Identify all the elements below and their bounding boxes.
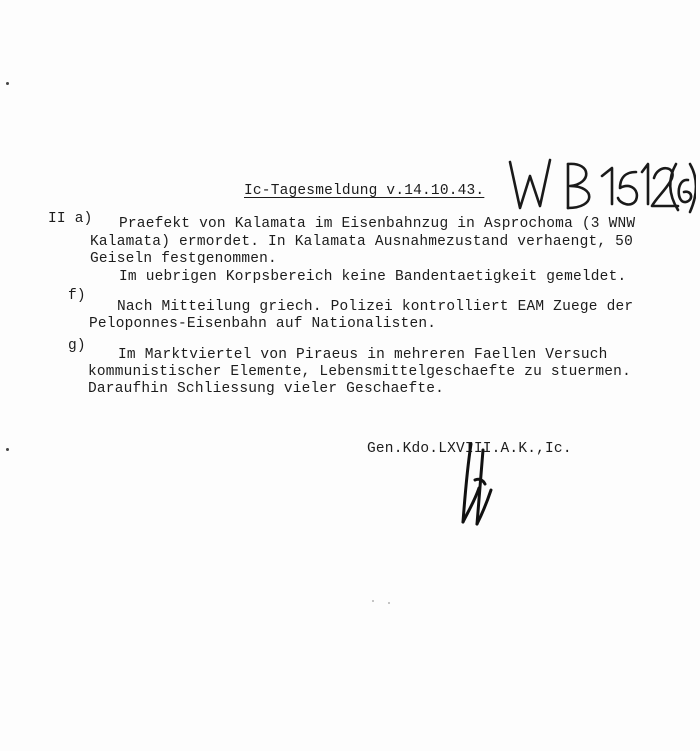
item-f-line-2: Peloponnes-Eisenbahn auf Nationalisten. xyxy=(89,316,437,332)
scan-speck xyxy=(6,448,9,451)
item-g-line-3: Daraufhin Schliessung vieler Geschaefte. xyxy=(88,381,445,397)
scan-speck xyxy=(372,600,374,602)
scan-speck xyxy=(6,82,9,85)
item-a-line-1: Praefekt von Kalamata im Eisenbahnzug in Asprochoma (3 WNW xyxy=(119,216,636,232)
item-f-line-1: Nach Mitteilung griech. Polizei kontrolliert EAM Zuege der xyxy=(117,299,634,315)
document-title: Ic-Tagesmeldung v.14.10.43. xyxy=(244,183,485,199)
item-f-marker: f) xyxy=(68,288,86,304)
item-a-line-3: Geiseln festgenommen. xyxy=(90,251,277,267)
item-g-marker: g) xyxy=(68,338,86,354)
item-g-line-2: kommunistischer Elemente, Lebensmittelgeschaefte zu stuermen. xyxy=(88,364,631,380)
item-a-line-2: Kalamata) ermordet. In Kalamata Ausnahmezustand verhaengt, 50 xyxy=(90,234,633,250)
item-g-line-1: Im Marktviertel von Piraeus in mehreren Faellen Versuch xyxy=(118,347,608,363)
handwritten-reference xyxy=(506,150,696,220)
item-a-marker: II a) xyxy=(48,211,93,227)
scan-speck xyxy=(388,602,390,604)
item-a-line-4: Im uebrigen Korpsbereich keine Bandentaetigkeit gemeldet. xyxy=(119,269,627,285)
signature-block: Gen.Kdo.LXVIII.A.K.,Ic. xyxy=(367,441,572,457)
handwritten-signature xyxy=(455,440,500,530)
